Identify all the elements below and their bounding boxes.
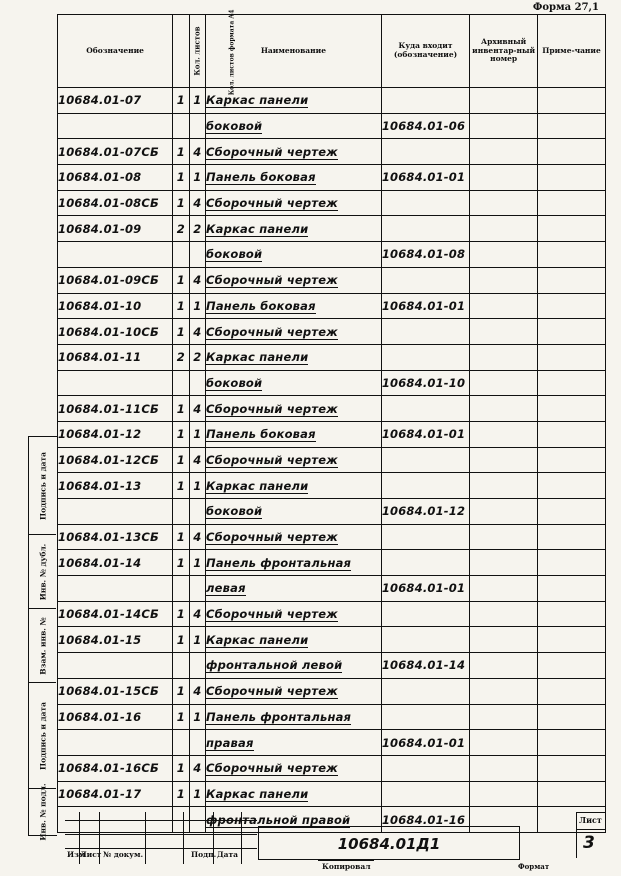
cell-sheets-a4: 4 bbox=[189, 319, 205, 345]
cell-included-in bbox=[381, 550, 469, 576]
cell-archive-number bbox=[470, 113, 538, 139]
side-label-sign-date-lower: Подпись и дата bbox=[29, 683, 56, 789]
cell-sheets: 1 bbox=[173, 781, 189, 807]
table-row bbox=[58, 704, 606, 730]
cell-notes bbox=[538, 473, 606, 499]
cell-sheets-a4: 1 bbox=[189, 704, 205, 730]
caption-date: Дата bbox=[217, 850, 239, 859]
document-designation: 10684.01Д1 bbox=[258, 826, 520, 860]
cell-designation: 10684.01-11СБ bbox=[58, 396, 173, 422]
caption-sheet: Лист bbox=[80, 850, 102, 859]
table-row bbox=[58, 576, 606, 602]
table-row bbox=[58, 344, 606, 370]
cell-name-text: боковой bbox=[206, 247, 263, 262]
cell-included-in: 10684.01-16 bbox=[381, 807, 469, 833]
cell-archive-number bbox=[470, 627, 538, 653]
cell-name-text: боковой bbox=[206, 119, 263, 134]
cell-designation: 10684.01-07 bbox=[58, 88, 173, 114]
cell-included-in: 10684.01-06 bbox=[381, 113, 469, 139]
cell-archive-number bbox=[470, 601, 538, 627]
cell-sheets bbox=[173, 730, 189, 756]
cell-sheets: 1 bbox=[173, 704, 189, 730]
cell-name bbox=[206, 627, 382, 653]
cell-sheets-a4: 1 bbox=[189, 165, 205, 191]
cell-sheets: 1 bbox=[173, 601, 189, 627]
cell-name bbox=[206, 190, 382, 216]
cell-notes bbox=[538, 344, 606, 370]
sheet-number-box bbox=[576, 812, 606, 858]
cell-sheets bbox=[173, 370, 189, 396]
cell-notes bbox=[538, 678, 606, 704]
side-label-replaced-inv: Взам. инв. № bbox=[29, 609, 56, 683]
cell-name-text: Панель боковая bbox=[206, 170, 316, 185]
cell-notes bbox=[538, 139, 606, 165]
cell-name bbox=[206, 781, 382, 807]
cell-archive-number bbox=[470, 781, 538, 807]
cell-included-in: 10684.01-01 bbox=[381, 576, 469, 602]
cell-notes bbox=[538, 165, 606, 191]
cell-name-text: Сборочный чертеж bbox=[206, 196, 338, 211]
cell-sheets: 1 bbox=[173, 396, 189, 422]
cell-notes bbox=[538, 576, 606, 602]
cell-archive-number bbox=[470, 190, 538, 216]
cell-notes bbox=[538, 242, 606, 268]
cell-sheets-a4: 4 bbox=[189, 755, 205, 781]
cell-name bbox=[206, 704, 382, 730]
cell-name bbox=[206, 165, 382, 191]
cell-included-in: 10684.01-08 bbox=[381, 242, 469, 268]
cell-designation: 10684.01-16 bbox=[58, 704, 173, 730]
cell-sheets bbox=[173, 113, 189, 139]
cell-archive-number bbox=[470, 499, 538, 525]
table-row bbox=[58, 755, 606, 781]
cell-name bbox=[206, 216, 382, 242]
cell-designation bbox=[58, 113, 173, 139]
cell-included-in bbox=[381, 755, 469, 781]
table-row bbox=[58, 627, 606, 653]
cell-sheets-a4: 4 bbox=[189, 601, 205, 627]
table-row bbox=[58, 165, 606, 191]
cell-included-in bbox=[381, 678, 469, 704]
cell-sheets: 1 bbox=[173, 165, 189, 191]
cell-archive-number bbox=[470, 319, 538, 345]
cell-sheets-a4 bbox=[189, 242, 205, 268]
cell-name bbox=[206, 267, 382, 293]
cell-name-text: Сборочный чертеж bbox=[206, 324, 338, 339]
cell-designation: 10684.01-12СБ bbox=[58, 447, 173, 473]
table-row bbox=[58, 370, 606, 396]
cell-included-in bbox=[381, 601, 469, 627]
cell-name bbox=[206, 396, 382, 422]
cell-designation: 10684.01-09 bbox=[58, 216, 173, 242]
cell-name-text: Сборочный чертеж bbox=[206, 530, 338, 545]
cell-designation: 10684.01-13СБ bbox=[58, 524, 173, 550]
cell-name bbox=[206, 755, 382, 781]
cell-notes bbox=[538, 396, 606, 422]
cell-name-text: фронтальной левой bbox=[206, 658, 343, 673]
cell-name-text: Сборочный чертеж bbox=[206, 273, 338, 288]
cell-name bbox=[206, 319, 382, 345]
cell-notes bbox=[538, 627, 606, 653]
side-label-original-inv: Инв. № подл. bbox=[38, 783, 47, 841]
cell-designation: 10684.01-17 bbox=[58, 781, 173, 807]
table-row bbox=[58, 550, 606, 576]
cell-designation: 10684.01-07СБ bbox=[58, 139, 173, 165]
cell-notes bbox=[538, 755, 606, 781]
cell-notes bbox=[538, 447, 606, 473]
cell-sheets: 1 bbox=[173, 267, 189, 293]
caption-doc-number: № докум. bbox=[103, 850, 144, 859]
cell-designation bbox=[58, 242, 173, 268]
cell-archive-number bbox=[470, 653, 538, 679]
cell-notes bbox=[538, 524, 606, 550]
cell-included-in: 10684.01-14 bbox=[381, 653, 469, 679]
cell-sheets bbox=[173, 499, 189, 525]
cell-designation: 10684.01-08СБ bbox=[58, 190, 173, 216]
cell-archive-number bbox=[470, 524, 538, 550]
cell-archive-number bbox=[470, 344, 538, 370]
cell-designation: 10684.01-11 bbox=[58, 344, 173, 370]
table-row bbox=[58, 216, 606, 242]
caption-signature: Подп. bbox=[191, 850, 217, 859]
cell-included-in bbox=[381, 473, 469, 499]
cell-sheets: 1 bbox=[173, 293, 189, 319]
cell-name bbox=[206, 293, 382, 319]
cell-notes bbox=[538, 293, 606, 319]
cell-included-in bbox=[381, 447, 469, 473]
cell-sheets: 1 bbox=[173, 627, 189, 653]
cell-archive-number bbox=[470, 165, 538, 191]
cell-notes bbox=[538, 370, 606, 396]
cell-included-in bbox=[381, 267, 469, 293]
cell-name-text: Панель боковая bbox=[206, 298, 316, 313]
cell-archive-number bbox=[470, 576, 538, 602]
cell-name bbox=[206, 421, 382, 447]
cell-archive-number bbox=[470, 447, 538, 473]
cell-archive-number bbox=[470, 139, 538, 165]
caption-change: Изм bbox=[67, 850, 86, 859]
cell-designation: 10684.01-14СБ bbox=[58, 601, 173, 627]
cell-name-text: Сборочный чертеж bbox=[206, 144, 338, 159]
cell-name-text: Каркас панели bbox=[206, 632, 309, 647]
sheet-label: Лист bbox=[579, 815, 602, 825]
cell-sheets: 1 bbox=[173, 421, 189, 447]
cell-sheets-a4 bbox=[189, 653, 205, 679]
cell-designation bbox=[58, 370, 173, 396]
cell-sheets: 2 bbox=[173, 344, 189, 370]
cell-sheets-a4 bbox=[189, 730, 205, 756]
cell-name-text: Сборочный чертеж bbox=[206, 607, 338, 622]
cell-name-text: Сборочный чертеж bbox=[206, 761, 338, 776]
cell-designation: 10684.01-16СБ bbox=[58, 755, 173, 781]
cell-archive-number bbox=[470, 396, 538, 422]
cell-sheets-a4: 4 bbox=[189, 396, 205, 422]
cell-sheets-a4: 2 bbox=[189, 344, 205, 370]
copied-by-label: Копировал bbox=[322, 862, 371, 871]
header-included-in: Куда входит (обозначение) bbox=[381, 15, 469, 88]
cell-archive-number bbox=[470, 755, 538, 781]
cell-name bbox=[206, 653, 382, 679]
table-row bbox=[58, 88, 606, 114]
format-label: Формат bbox=[518, 862, 550, 871]
cell-name bbox=[206, 447, 382, 473]
cell-notes bbox=[538, 499, 606, 525]
cell-designation: 10684.01-12 bbox=[58, 421, 173, 447]
cell-sheets-a4 bbox=[189, 499, 205, 525]
cell-archive-number bbox=[470, 473, 538, 499]
cell-name-text: Каркас панели bbox=[206, 221, 309, 236]
cell-archive-number bbox=[470, 293, 538, 319]
cell-notes bbox=[538, 267, 606, 293]
cell-included-in bbox=[381, 704, 469, 730]
cell-included-in bbox=[381, 190, 469, 216]
cell-notes bbox=[538, 653, 606, 679]
cell-designation: 10684.01-08 bbox=[58, 165, 173, 191]
cell-designation: 10684.01-15СБ bbox=[58, 678, 173, 704]
cell-sheets: 1 bbox=[173, 473, 189, 499]
cell-sheets: 2 bbox=[173, 216, 189, 242]
cell-included-in bbox=[381, 139, 469, 165]
cell-included-in bbox=[381, 344, 469, 370]
cell-notes bbox=[538, 704, 606, 730]
cell-sheets: 1 bbox=[173, 755, 189, 781]
cell-included-in: 10684.01-01 bbox=[381, 730, 469, 756]
cell-name-text: Каркас панели bbox=[206, 478, 309, 493]
cell-included-in bbox=[381, 319, 469, 345]
cell-archive-number bbox=[470, 267, 538, 293]
table-row bbox=[58, 396, 606, 422]
cell-archive-number bbox=[470, 242, 538, 268]
cell-sheets-a4: 1 bbox=[189, 550, 205, 576]
cell-included-in bbox=[381, 216, 469, 242]
cell-name bbox=[206, 242, 382, 268]
header-name: Наименование bbox=[206, 15, 382, 88]
table-row bbox=[58, 242, 606, 268]
cell-included-in bbox=[381, 396, 469, 422]
cell-sheets: 1 bbox=[173, 524, 189, 550]
cell-sheets bbox=[173, 653, 189, 679]
cell-notes bbox=[538, 190, 606, 216]
header-sheets-a4: Кол. листов формата А4 bbox=[189, 15, 205, 88]
cell-name-text: Сборочный чертеж bbox=[206, 452, 338, 467]
cell-sheets-a4: 1 bbox=[189, 473, 205, 499]
cell-sheets-a4: 4 bbox=[189, 447, 205, 473]
cell-name bbox=[206, 113, 382, 139]
table-row bbox=[58, 319, 606, 345]
cell-archive-number bbox=[470, 550, 538, 576]
cell-name-text: боковой bbox=[206, 504, 263, 519]
table-row bbox=[58, 781, 606, 807]
cell-designation: 10684.01-13 bbox=[58, 473, 173, 499]
cell-notes bbox=[538, 730, 606, 756]
cell-sheets bbox=[173, 242, 189, 268]
cell-sheets-a4: 4 bbox=[189, 678, 205, 704]
form-label: Форма 27,1 bbox=[532, 2, 599, 13]
cell-archive-number bbox=[470, 370, 538, 396]
cell-designation: 10684.01-15 bbox=[58, 627, 173, 653]
cell-sheets-a4 bbox=[189, 576, 205, 602]
cell-name bbox=[206, 370, 382, 396]
cell-notes bbox=[538, 319, 606, 345]
cell-sheets-a4: 1 bbox=[189, 88, 205, 114]
sheet-number: 3 bbox=[583, 833, 595, 853]
table-row bbox=[58, 421, 606, 447]
cell-included-in bbox=[381, 88, 469, 114]
cell-name-text: Каркас панели bbox=[206, 786, 309, 801]
cell-sheets: 1 bbox=[173, 139, 189, 165]
header-designation: Обозначение bbox=[58, 15, 173, 88]
cell-name-text: Панель боковая bbox=[206, 427, 316, 442]
cell-included-in: 10684.01-01 bbox=[381, 293, 469, 319]
cell-sheets: 1 bbox=[173, 678, 189, 704]
header-archive-number: Архивный инвентар-ный номер bbox=[470, 15, 538, 88]
table-row bbox=[58, 473, 606, 499]
left-margin-stamp bbox=[28, 436, 57, 841]
specification-table bbox=[57, 9, 606, 833]
cell-designation: 10684.01-09СБ bbox=[58, 267, 173, 293]
cell-sheets-a4: 1 bbox=[189, 293, 205, 319]
cell-sheets-a4: 1 bbox=[189, 781, 205, 807]
cell-name bbox=[206, 499, 382, 525]
cell-included-in: 10684.01-01 bbox=[381, 165, 469, 191]
table-row bbox=[58, 293, 606, 319]
cell-sheets bbox=[173, 576, 189, 602]
cell-notes bbox=[538, 88, 606, 114]
cell-included-in bbox=[381, 524, 469, 550]
table-header-row bbox=[58, 15, 606, 88]
cell-archive-number bbox=[470, 704, 538, 730]
cell-sheets-a4: 4 bbox=[189, 190, 205, 216]
header-notes: Приме-чание bbox=[538, 15, 606, 88]
cell-archive-number bbox=[470, 730, 538, 756]
cell-sheets-a4 bbox=[189, 370, 205, 396]
cell-name-text: Сборочный чертеж bbox=[206, 401, 338, 416]
cell-notes bbox=[538, 113, 606, 139]
table-row bbox=[58, 447, 606, 473]
cell-designation bbox=[58, 576, 173, 602]
cell-archive-number bbox=[470, 678, 538, 704]
cell-name-text: правая bbox=[206, 735, 254, 750]
cell-name bbox=[206, 730, 382, 756]
side-label-dup-inv: Инв. № дубл. bbox=[29, 535, 56, 609]
cell-sheets: 1 bbox=[173, 447, 189, 473]
cell-name-text: левая bbox=[206, 581, 246, 596]
cell-name-text: Сборочный чертеж bbox=[206, 684, 338, 699]
cell-name bbox=[206, 344, 382, 370]
cell-sheets-a4: 1 bbox=[189, 421, 205, 447]
cell-sheets-a4: 1 bbox=[189, 627, 205, 653]
cell-notes bbox=[538, 601, 606, 627]
table-row bbox=[58, 730, 606, 756]
table-row bbox=[58, 190, 606, 216]
cell-sheets: 1 bbox=[173, 550, 189, 576]
cell-sheets: 1 bbox=[173, 319, 189, 345]
table-row bbox=[58, 678, 606, 704]
cell-name bbox=[206, 550, 382, 576]
cell-sheets-a4: 4 bbox=[189, 139, 205, 165]
cell-included-in: 10684.01-12 bbox=[381, 499, 469, 525]
cell-designation: 10684.01-10 bbox=[58, 293, 173, 319]
table-row bbox=[58, 139, 606, 165]
cell-name bbox=[206, 524, 382, 550]
table-row bbox=[58, 601, 606, 627]
cell-name bbox=[206, 678, 382, 704]
cell-sheets: 1 bbox=[173, 88, 189, 114]
cell-sheets-a4: 2 bbox=[189, 216, 205, 242]
cell-name-text: Панель фронтальная bbox=[206, 709, 352, 724]
cell-archive-number bbox=[470, 216, 538, 242]
cell-sheets-a4: 4 bbox=[189, 267, 205, 293]
cell-name-text: Панель фронтальная bbox=[206, 555, 352, 570]
cell-name-text: фронтальной правой bbox=[206, 812, 351, 827]
cell-archive-number bbox=[470, 88, 538, 114]
cell-name bbox=[206, 601, 382, 627]
cell-designation bbox=[58, 653, 173, 679]
cell-designation bbox=[58, 499, 173, 525]
table-row bbox=[58, 267, 606, 293]
cell-name bbox=[206, 473, 382, 499]
cell-designation bbox=[58, 730, 173, 756]
cell-sheets-a4: 4 bbox=[189, 524, 205, 550]
cell-sheets-a4 bbox=[189, 113, 205, 139]
cell-designation: 10684.01-14 bbox=[58, 550, 173, 576]
cell-name bbox=[206, 576, 382, 602]
revision-captions bbox=[65, 850, 265, 862]
cell-notes bbox=[538, 781, 606, 807]
cell-name-text: боковой bbox=[206, 375, 263, 390]
cell-included-in bbox=[381, 781, 469, 807]
cell-included-in: 10684.01-10 bbox=[381, 370, 469, 396]
cell-name-text: Каркас панели bbox=[206, 93, 309, 108]
header-sheets: Кол. листов bbox=[173, 15, 189, 88]
cell-archive-number bbox=[470, 421, 538, 447]
table-row bbox=[58, 113, 606, 139]
cell-name-text: Каркас панели bbox=[206, 350, 309, 365]
side-label-sign-date-upper: Подпись и дата bbox=[29, 437, 56, 535]
cell-designation: 10684.01-10СБ bbox=[58, 319, 173, 345]
cell-notes bbox=[538, 421, 606, 447]
table-row bbox=[58, 653, 606, 679]
cell-included-in bbox=[381, 627, 469, 653]
table-row bbox=[58, 499, 606, 525]
table-row bbox=[58, 524, 606, 550]
cell-included-in: 10684.01-01 bbox=[381, 421, 469, 447]
cell-notes bbox=[538, 216, 606, 242]
cell-sheets: 1 bbox=[173, 190, 189, 216]
cell-notes bbox=[538, 550, 606, 576]
cell-name bbox=[206, 139, 382, 165]
